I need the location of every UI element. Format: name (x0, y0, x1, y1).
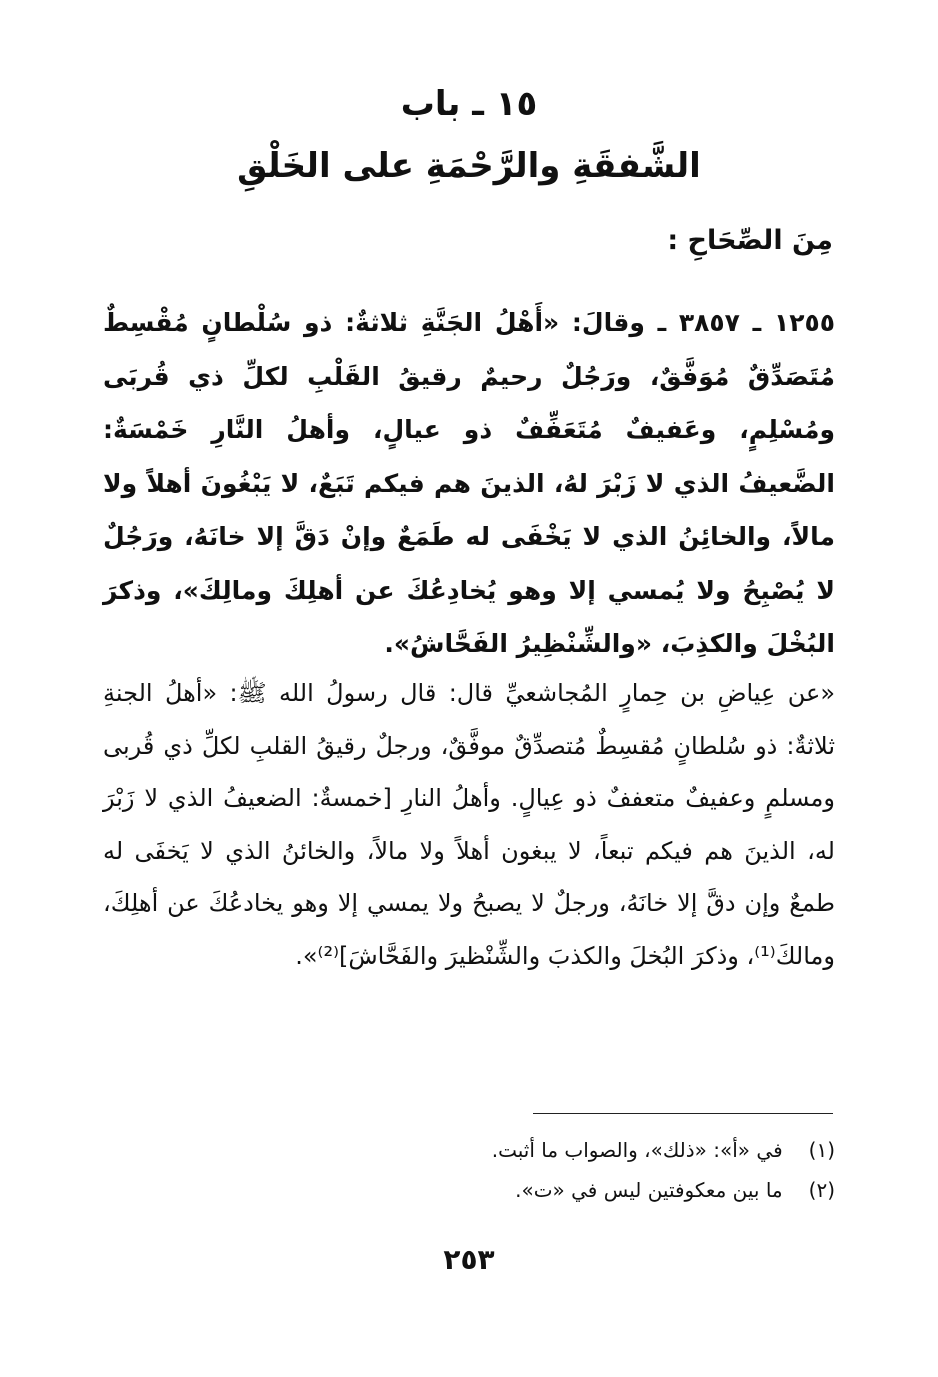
hadith-source-text: «عن عِياضِ بن حِمارٍ المُجاشعيِّ قال: قال رسولُ الله ﷺ: «أهلُ الجنةِ ثلاثةٌ: ذو سُلطانٍ مُقسِطٌ مُتصدِّقٌ موفَّقٌ، ورجلٌ رقيقُ القلبِ لكلِّ ذي قُربى ومسلمٍ وعفيفٌ متعففٌ ذو عِيالٍ. وأهلُ النارِ [خمسةٌ: الضعيفُ الذي لا زَبْرَ له، الذينَ هم فيكم تبعاً، لا يبغون أهلاً ولا مالاً، والخائنُ الذي لا يَخفَى له طمعٌ وإن دقَّ إلا خانَهُ، ورجلٌ لا يصبحُ ولا يمسي إلا وهو يخادعُكَ عن أهلِكَ، ومالكَ⁽¹⁾، وذكرَ البُخلَ والكذبَ والشِّنْظيرَ والفَحَّاشَ]⁽²⁾». (103, 679, 835, 970)
footnote-item (235, 1170, 835, 1210)
footnote-divider (533, 1113, 833, 1114)
page-number: ٢٥٣ (443, 1243, 495, 1276)
section-heading: مِنَ الصِّحَاحِ : (667, 225, 833, 256)
footnote-number: (١) (808, 1138, 835, 1162)
chapter-title: الشَّفقَةِ والرَّحْمَةِ على الخَلْقِ (237, 146, 701, 186)
footnotes (235, 1130, 835, 1210)
footnote-number: (٢) (808, 1178, 835, 1202)
footnote-text: ما بين معكوفتين ليس في «ت». (515, 1178, 783, 1202)
footnote-text: في «أ»: «ذلك»، والصواب ما أثبت. (491, 1138, 783, 1162)
hadith-text: ١٢٥٥ ـ ٣٨٥٧ ـ وقالَ: «أَهْلُ الجَنَّةِ ثلاثةٌ: ذو سُلْطانٍ مُقْسِطٌ مُتَصَدِّقٌ مُوَفَّقٌ، ورَجُلٌ رحيمٌ رقيقُ القَلْبِ لكلِّ ذي قُربَى ومُسْلِمٍ، وعَفيفٌ مُتَعَفِّفٌ ذو عيالٍ، وأهلُ النَّارِ خَمْسَةٌ: الضَّعيفُ الذي لا زَبْرَ لهُ، الذينَ هم فيكم تَبَعٌ، لا يَبْغُونَ أهلاً ولا مالاً، والخائِنُ الذي لا يَخْفَى له طَمَعٌ وإنْ دَقَّ إلا خانَهُ، ورَجُلٌ لا يُصْبِحُ ولا يُمسي إلا وهو يُخادِعُكَ عن أهلِكَ ومالِكَ»، وذكرَ البُخْلَ والكذِبَ، «والشِّنْظِيرُ الفَحَّاشُ». (103, 308, 836, 658)
chapter-number: ١٥ ـ باب (400, 84, 538, 124)
footnote-item (235, 1130, 835, 1170)
